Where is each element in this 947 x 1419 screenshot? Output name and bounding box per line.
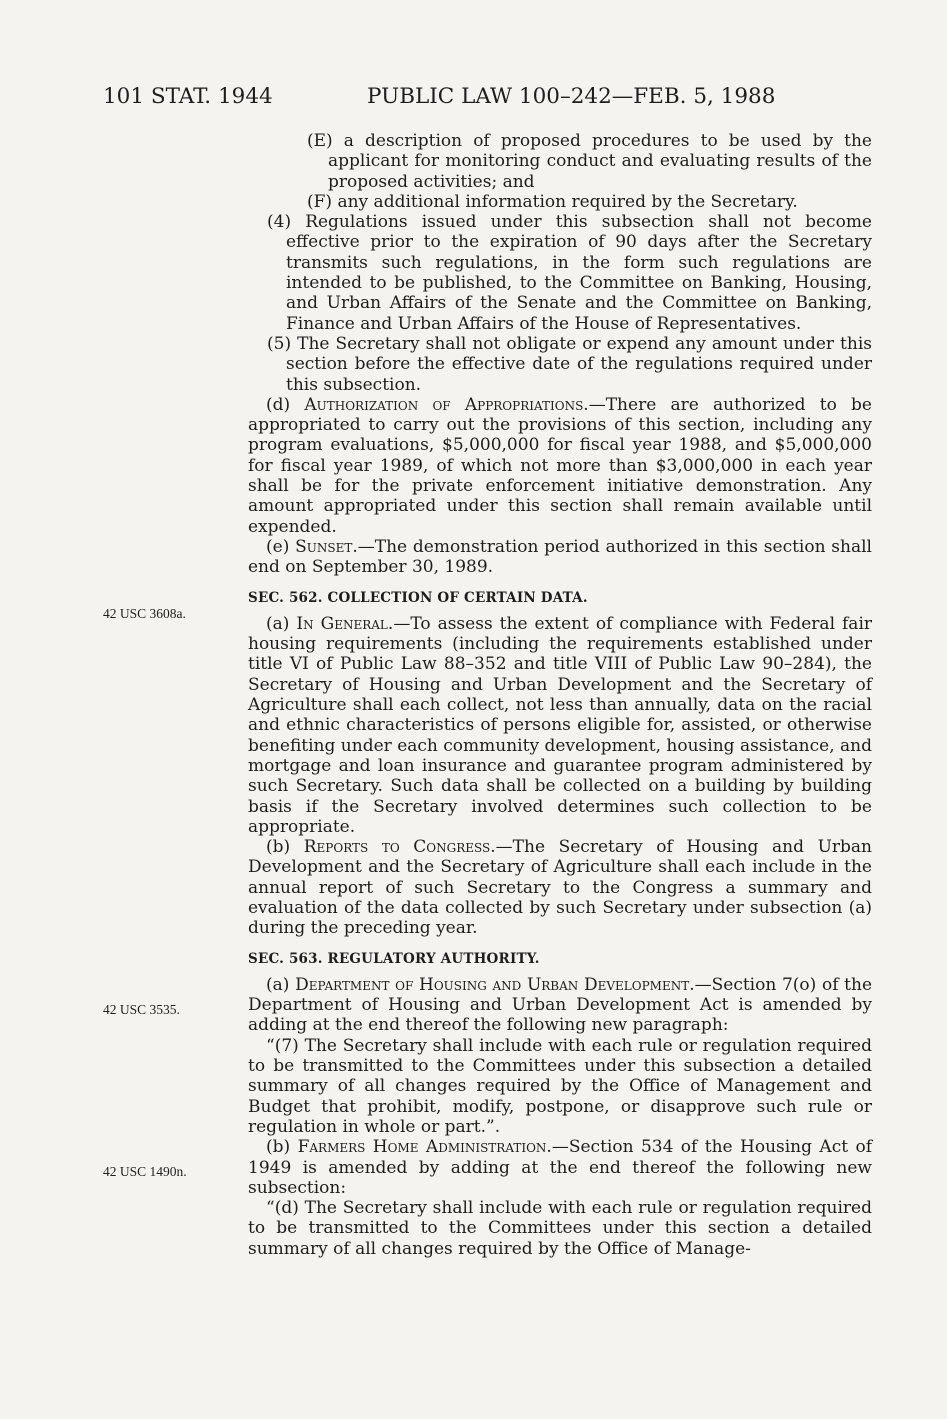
paragraph-4: (4) Regulations issued under this subsection shall not become effective prior to the expiration of 90 days after the Secretary transmits such regulations, in the form such regulations are intended to be published, to the Committee on Banking, Housing, and Urban Affairs of the Senate and the Committee on Banking, Finance and Urban Affairs of the House of Representatives. [267,212,872,334]
subsection-e-label: (e) [266,536,296,557]
subsection-d-label: (d) [266,394,305,415]
margin-note-3608a: 42 USC 3608a. [103,606,186,621]
section-563-b-quote: “(d) The Secretary shall include with each rule or regulation required to be transmitted to the Committees under this section a detailed summary of all changes required by the Office of Manage- [248,1198,872,1259]
section-562-a-heading: In General. [296,613,394,634]
subsection-d [248,395,872,537]
document-body [248,131,872,1259]
paragraph-5: (5) The Secretary shall not obligate or expend any amount under this section before the effective date of the regulations required under this subsection. [267,333,872,395]
section-563-a-text: —Section 7(o) of the Department of Housing and Urban Development Act is amended by adding at the end thereof the following new paragraph: [248,974,873,1036]
section-563-b-heading: Farmers Home Administration. [297,1137,552,1158]
subparagraph-f: (F) any additional information required by the Secretary. [307,191,798,212]
subsection-e [248,537,872,578]
section-563-a [248,975,872,1036]
section-562-heading: SEC. 562. COLLECTION OF CERTAIN DATA. [248,589,588,606]
subparagraph-e: (E) a description of proposed procedures to be used by the applicant for monitoring conduct and evaluating results of the proposed activities; and [307,131,872,192]
section-563-b-text: —Section 534 of the Housing Act of 1949 is amended by adding at the end thereof the following new subsection: [248,1137,872,1198]
section-562-b-text: —The Secretary of Housing and Urban Development and the Secretary of Agriculture shall each include in the annual report of such Secretary to the Congress a summary and evaluation of the data collected by such Secretary under subsection (a) during the preceding year. [248,837,872,939]
section-562-b [248,837,872,938]
section-563-b [248,1137,872,1198]
subsection-e-text: —The demonstration period authorized in this section shall end on September 30, 1989. [248,536,872,578]
page-header [103,84,873,114]
margin-note-1490n: 42 USC 1490n. [103,1164,187,1179]
subsection-d-heading: Authorization of Appropriations. [304,394,589,415]
public-law-title: PUBLIC LAW 100–242—FEB. 5, 1988 [367,84,776,109]
section-563-a-quote: “(7) The Secretary shall include with each rule or regulation required to be transmitted to the Committees under this subsection a detailed summary of all changes required by the Office of Management and Budget that prohibit, modify, postpone, or disapprove such rule or regulation in whole or part.”. [248,1035,872,1137]
section-563-heading: SEC. 563. REGULATORY AUTHORITY. [248,950,540,967]
section-562-a-text: —To assess the extent of compliance with Federal fair housing requirements (including the requirements established under title VI of Public Law 88–352 and title VIII of Public Law 90–284), the Secretary of Housing and Urban Development and the Secretary of Agriculture shall each collect, not less than annually, data on the racial and ethnic characteristics of persons eligible for, assisted, or otherwise benefiting under each community development, housing assistance, and mortgage and loan insurance and guarantee program administered by such Secretary. Such data shall be collected on a building by building basis if the Secretary involved determines such collection to be appropriate. [248,613,873,837]
section-562-a-label: (a) [266,613,297,634]
section-562-b-heading: Reports to Congress. [303,837,496,858]
stat-page-number: 101 STAT. 1944 [103,84,273,109]
section-563-a-heading: Department of Housing and Urban Development. [295,974,695,995]
section-562-a [248,614,872,837]
section-563-a-label: (a) [266,974,296,995]
section-562-b-label: (b) [266,837,304,858]
section-563-b-label: (b) [266,1137,298,1158]
margin-note-3535: 42 USC 3535. [103,1002,180,1017]
subsection-d-text: —There are authorized to be appropriated to carry out the provisions of this section, including any program evaluations, $5,000,000 for fiscal year 1988, and $5,000,000 for fiscal year 1989, of which not more than $3,000,000 in each year shall be for the private enforcement initiative demonstration. Any amount appropriated under this section shall remain available until expended. [248,394,872,537]
subsection-e-heading: Sunset. [295,536,358,557]
